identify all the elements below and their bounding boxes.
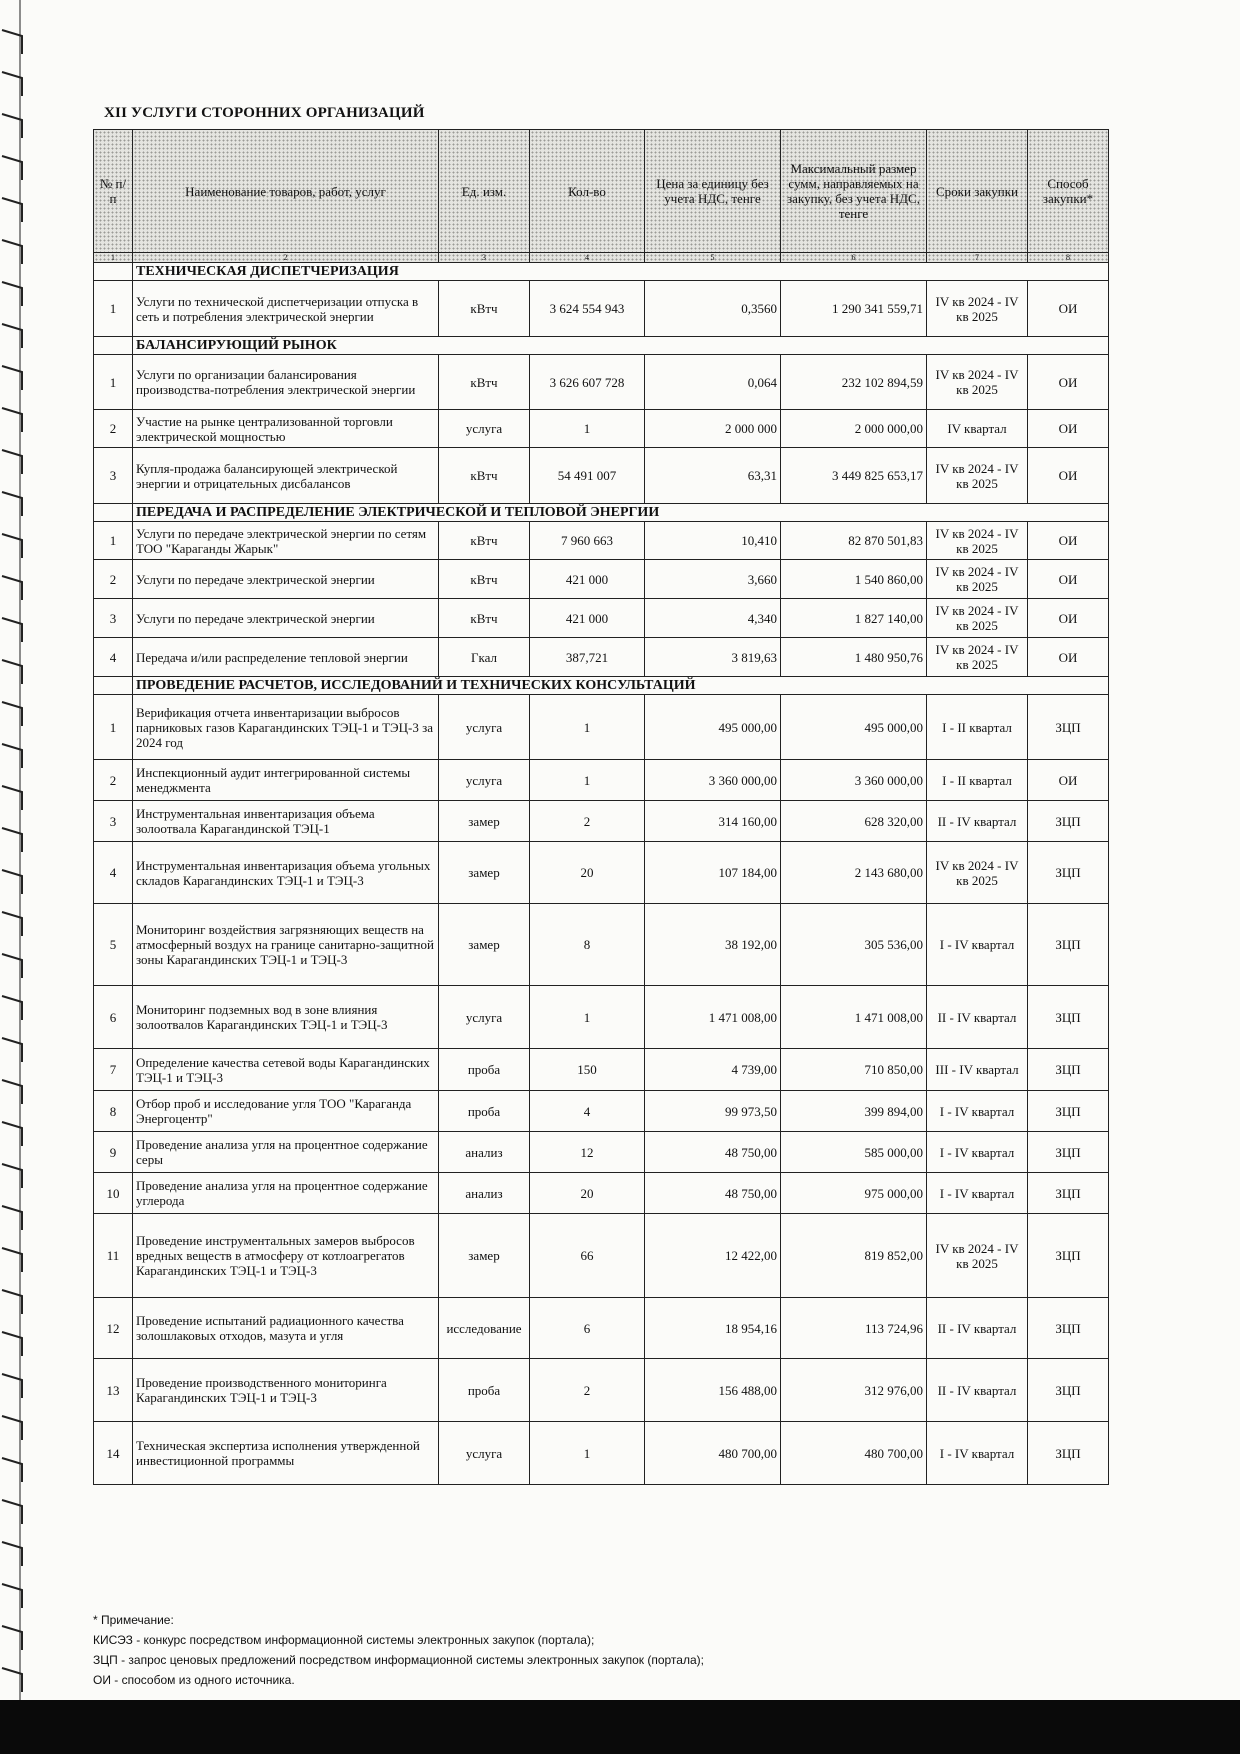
table-row <box>94 801 1109 842</box>
item-quantity: 1 <box>530 760 645 801</box>
column-number: 6 <box>781 253 927 263</box>
item-term: IV кв 2024 - IV кв 2025 <box>927 281 1028 337</box>
row-number: 2 <box>94 560 133 599</box>
binding-loop <box>2 912 22 936</box>
item-max-amount: 1 540 860,00 <box>781 560 927 599</box>
item-term: II - IV квартал <box>927 986 1028 1049</box>
binding-loop <box>2 198 22 222</box>
binding-loop <box>2 1374 22 1398</box>
item-unit-price: 4 739,00 <box>645 1049 781 1091</box>
item-quantity: 12 <box>530 1132 645 1173</box>
row-number: 14 <box>94 1422 133 1485</box>
table-row <box>94 522 1109 560</box>
column-number: 7 <box>927 253 1028 263</box>
item-unit-price: 314 160,00 <box>645 801 781 842</box>
item-quantity: 54 491 007 <box>530 448 645 504</box>
item-unit: услуга <box>439 760 530 801</box>
item-unit: анализ <box>439 1132 530 1173</box>
footnotes <box>93 1610 704 1690</box>
item-quantity: 20 <box>530 842 645 904</box>
item-unit: кВтч <box>439 448 530 504</box>
item-quantity: 6 <box>530 1298 645 1359</box>
item-method: ОИ <box>1028 760 1109 801</box>
procurement-table <box>93 129 1109 1485</box>
item-unit: замер <box>439 904 530 986</box>
item-unit-price: 99 973,50 <box>645 1091 781 1132</box>
item-name: Отбор проб и исследование угля ТОО "Караганда Энергоцентр" <box>133 1091 439 1132</box>
item-unit: услуга <box>439 695 530 760</box>
binding-loop <box>2 1626 22 1650</box>
item-unit-price: 107 184,00 <box>645 842 781 904</box>
item-method: ОИ <box>1028 522 1109 560</box>
item-max-amount: 3 449 825 653,17 <box>781 448 927 504</box>
row-number: 4 <box>94 842 133 904</box>
footnote-oi: ОИ - способом из одного источника. <box>93 1673 295 1687</box>
item-method: ОИ <box>1028 448 1109 504</box>
binding-loop <box>2 576 22 600</box>
binding-loop <box>2 618 22 642</box>
item-method: ЗЦП <box>1028 842 1109 904</box>
item-quantity: 3 626 607 728 <box>530 355 645 410</box>
item-term: IV кв 2024 - IV кв 2025 <box>927 599 1028 638</box>
item-name: Проведение испытаний радиационного качества золошлаковых отходов, мазута и угля <box>133 1298 439 1359</box>
item-term: II - IV квартал <box>927 1359 1028 1422</box>
item-name: Мониторинг подземных вод в зоне влияния золоотвалов Карагандинских ТЭЦ-1 и ТЭЦ-3 <box>133 986 439 1049</box>
item-name: Инструментальная инвентаризация объема золоотвала Карагандинской ТЭЦ-1 <box>133 801 439 842</box>
binding-loop <box>2 996 22 1020</box>
binding-loop <box>2 492 22 516</box>
row-number: 2 <box>94 760 133 801</box>
item-max-amount: 710 850,00 <box>781 1049 927 1091</box>
item-term: I - IV квартал <box>927 1091 1028 1132</box>
item-max-amount: 495 000,00 <box>781 695 927 760</box>
section-number-cell <box>94 504 133 522</box>
item-quantity: 8 <box>530 904 645 986</box>
header-term: Сроки закупки <box>927 130 1028 253</box>
item-max-amount: 585 000,00 <box>781 1132 927 1173</box>
binding-loop <box>2 282 22 306</box>
item-method: ОИ <box>1028 599 1109 638</box>
item-unit-price: 0,064 <box>645 355 781 410</box>
item-unit: проба <box>439 1359 530 1422</box>
item-quantity: 20 <box>530 1173 645 1214</box>
item-max-amount: 1 471 008,00 <box>781 986 927 1049</box>
item-method: ЗЦП <box>1028 904 1109 986</box>
item-unit-price: 495 000,00 <box>645 695 781 760</box>
item-name: Услуги по передаче электрической энергии <box>133 560 439 599</box>
binding-loop <box>2 954 22 978</box>
column-number: 8 <box>1028 253 1109 263</box>
item-max-amount: 975 000,00 <box>781 1173 927 1214</box>
section-number-cell <box>94 337 133 355</box>
item-max-amount: 1 290 341 559,71 <box>781 281 927 337</box>
item-term: IV кв 2024 - IV кв 2025 <box>927 1214 1028 1298</box>
section-number-cell <box>94 263 133 281</box>
item-term: II - IV квартал <box>927 801 1028 842</box>
row-number: 4 <box>94 638 133 677</box>
binding-loop <box>2 1122 22 1146</box>
binding-loop <box>2 1248 22 1272</box>
row-number: 8 <box>94 1091 133 1132</box>
item-unit: Гкал <box>439 638 530 677</box>
item-name: Инструментальная инвентаризация объема угольных складов Карагандинских ТЭЦ-1 и ТЭЦ-3 <box>133 842 439 904</box>
item-unit-price: 1 471 008,00 <box>645 986 781 1049</box>
item-unit-price: 38 192,00 <box>645 904 781 986</box>
item-term: IV кв 2024 - IV кв 2025 <box>927 638 1028 677</box>
binding-loop <box>2 828 22 852</box>
section-row <box>94 263 1109 281</box>
item-quantity: 387,721 <box>530 638 645 677</box>
item-quantity: 1 <box>530 986 645 1049</box>
binding-loop <box>2 870 22 894</box>
spiral-binding <box>0 0 34 1754</box>
table-row <box>94 638 1109 677</box>
item-max-amount: 628 320,00 <box>781 801 927 842</box>
row-number: 9 <box>94 1132 133 1173</box>
item-name: Проведение анализа угля на процентное содержание углерода <box>133 1173 439 1214</box>
table-row <box>94 986 1109 1049</box>
header-number: № п/п <box>94 130 133 253</box>
item-max-amount: 399 894,00 <box>781 1091 927 1132</box>
footnote-kisez: КИСЭЗ - конкурс посредством информационной системы электронных закупок (портала); <box>93 1633 595 1647</box>
binding-loop <box>2 240 22 264</box>
item-method: ЗЦП <box>1028 801 1109 842</box>
row-number: 1 <box>94 281 133 337</box>
table-row <box>94 281 1109 337</box>
binding-loop <box>2 1668 22 1692</box>
item-unit: проба <box>439 1091 530 1132</box>
section-title: ПЕРЕДАЧА И РАСПРЕДЕЛЕНИЕ ЭЛЕКТРИЧЕСКОЙ И ТЕПЛОВОЙ ЭНЕРГИИ <box>133 504 1109 522</box>
binding-loop <box>2 1164 22 1188</box>
row-number: 2 <box>94 410 133 448</box>
item-unit: кВтч <box>439 522 530 560</box>
item-unit: проба <box>439 1049 530 1091</box>
scan-edge-bar <box>0 1700 1240 1754</box>
row-number: 3 <box>94 801 133 842</box>
section-row <box>94 677 1109 695</box>
column-number: 1 <box>94 253 133 263</box>
table-row <box>94 695 1109 760</box>
item-max-amount: 480 700,00 <box>781 1422 927 1485</box>
row-number: 11 <box>94 1214 133 1298</box>
item-max-amount: 232 102 894,59 <box>781 355 927 410</box>
item-quantity: 150 <box>530 1049 645 1091</box>
header-quantity: Кол-во <box>530 130 645 253</box>
column-number: 4 <box>530 253 645 263</box>
table-row <box>94 1049 1109 1091</box>
item-unit: замер <box>439 842 530 904</box>
table-row <box>94 355 1109 410</box>
header-name: Наименование товаров, работ, услуг <box>133 130 439 253</box>
item-name: Проведение инструментальных замеров выбросов вредных веществ в атмосферу от котлоагрегатов Карагандинских ТЭЦ-1 и ТЭЦ-3 <box>133 1214 439 1298</box>
table-row <box>94 410 1109 448</box>
item-method: ЗЦП <box>1028 1214 1109 1298</box>
binding-loop <box>2 1080 22 1104</box>
item-unit: замер <box>439 801 530 842</box>
column-number: 5 <box>645 253 781 263</box>
item-max-amount: 819 852,00 <box>781 1214 927 1298</box>
item-method: ЗЦП <box>1028 1173 1109 1214</box>
item-term: IV кв 2024 - IV кв 2025 <box>927 448 1028 504</box>
item-method: ЗЦП <box>1028 1298 1109 1359</box>
item-unit-price: 48 750,00 <box>645 1132 781 1173</box>
item-name: Передача и/или распределение тепловой энергии <box>133 638 439 677</box>
item-name: Услуги по технической диспетчеризации отпуска в сеть и потребления электрической энергии <box>133 281 439 337</box>
item-max-amount: 2 143 680,00 <box>781 842 927 904</box>
item-quantity: 421 000 <box>530 599 645 638</box>
item-method: ЗЦП <box>1028 1359 1109 1422</box>
header-max-amount: Максимальный размер сумм, направляемых на закупку, без учета НДС, тенге <box>781 130 927 253</box>
item-unit: кВтч <box>439 560 530 599</box>
item-term: I - IV квартал <box>927 1132 1028 1173</box>
row-number: 10 <box>94 1173 133 1214</box>
item-quantity: 1 <box>530 1422 645 1485</box>
column-number: 2 <box>133 253 439 263</box>
item-method: ЗЦП <box>1028 986 1109 1049</box>
item-term: IV квартал <box>927 410 1028 448</box>
row-number: 13 <box>94 1359 133 1422</box>
binding-loop <box>2 72 22 96</box>
binding-loop <box>2 702 22 726</box>
item-unit-price: 18 954,16 <box>645 1298 781 1359</box>
binding-loop <box>2 1416 22 1440</box>
item-unit-price: 3 360 000,00 <box>645 760 781 801</box>
item-max-amount: 312 976,00 <box>781 1359 927 1422</box>
header-unit-price: Цена за единицу без учета НДС, тенге <box>645 130 781 253</box>
column-number: 3 <box>439 253 530 263</box>
item-unit-price: 12 422,00 <box>645 1214 781 1298</box>
binding-loop <box>2 1500 22 1524</box>
row-number: 1 <box>94 355 133 410</box>
table-row <box>94 1091 1109 1132</box>
binding-loop <box>2 30 22 54</box>
item-name: Определение качества сетевой воды Карагандинских ТЭЦ-1 и ТЭЦ-3 <box>133 1049 439 1091</box>
item-unit: кВтч <box>439 355 530 410</box>
item-max-amount: 3 360 000,00 <box>781 760 927 801</box>
item-term: IV кв 2024 - IV кв 2025 <box>927 842 1028 904</box>
row-number: 6 <box>94 986 133 1049</box>
item-method: ОИ <box>1028 281 1109 337</box>
table-row <box>94 1132 1109 1173</box>
section-title: ПРОВЕДЕНИЕ РАСЧЕТОВ, ИССЛЕДОВАНИЙ И ТЕХНИЧЕСКИХ КОНСУЛЬТАЦИЙ <box>133 677 1109 695</box>
item-term: III - IV квартал <box>927 1049 1028 1091</box>
item-unit-price: 2 000 000 <box>645 410 781 448</box>
binding-loop <box>2 1542 22 1566</box>
item-method: ЗЦП <box>1028 1132 1109 1173</box>
item-name: Участие на рынке централизованной торговли электрической мощностью <box>133 410 439 448</box>
binding-loop <box>2 366 22 390</box>
header-unit: Ед. изм. <box>439 130 530 253</box>
binding-loop <box>2 1038 22 1062</box>
item-unit: услуга <box>439 410 530 448</box>
item-name: Услуги по передаче электрической энергии по сетям ТОО "Караганды Жарык" <box>133 522 439 560</box>
page-title: XII УСЛУГИ СТОРОННИХ ОРГАНИЗАЦИЙ <box>104 105 425 121</box>
header-row <box>94 130 1109 253</box>
table-row <box>94 760 1109 801</box>
item-method: ОИ <box>1028 410 1109 448</box>
item-unit: замер <box>439 1214 530 1298</box>
binding-loop <box>2 534 22 558</box>
item-term: IV кв 2024 - IV кв 2025 <box>927 560 1028 599</box>
item-unit-price: 63,31 <box>645 448 781 504</box>
item-unit: услуга <box>439 986 530 1049</box>
item-unit-price: 10,410 <box>645 522 781 560</box>
item-name: Техническая экспертиза исполнения утвержденной инвестиционной программы <box>133 1422 439 1485</box>
binding-loop <box>2 744 22 768</box>
item-method: ЗЦП <box>1028 1422 1109 1485</box>
item-name: Инспекционный аудит интегрированной системы менеджмента <box>133 760 439 801</box>
item-term: IV кв 2024 - IV кв 2025 <box>927 355 1028 410</box>
item-quantity: 1 <box>530 410 645 448</box>
item-unit: анализ <box>439 1173 530 1214</box>
item-term: II - IV квартал <box>927 1298 1028 1359</box>
item-quantity: 2 <box>530 801 645 842</box>
section-title: БАЛАНСИРУЮЩИЙ РЫНОК <box>133 337 1109 355</box>
row-number: 1 <box>94 695 133 760</box>
binding-loop <box>2 156 22 180</box>
item-quantity: 3 624 554 943 <box>530 281 645 337</box>
column-number-row <box>94 253 1109 263</box>
item-method: ОИ <box>1028 638 1109 677</box>
item-term: I - II квартал <box>927 695 1028 760</box>
item-name: Верификация отчета инвентаризации выбросов парниковых газов Карагандинских ТЭЦ-1 и ТЭЦ-3 за 2024 год <box>133 695 439 760</box>
item-term: I - II квартал <box>927 760 1028 801</box>
binding-loop <box>2 1458 22 1482</box>
item-method: ЗЦП <box>1028 695 1109 760</box>
table-row <box>94 1422 1109 1485</box>
binding-loop <box>2 324 22 348</box>
item-unit: услуга <box>439 1422 530 1485</box>
item-unit-price: 48 750,00 <box>645 1173 781 1214</box>
item-unit-price: 156 488,00 <box>645 1359 781 1422</box>
item-max-amount: 113 724,96 <box>781 1298 927 1359</box>
section-title: ТЕХНИЧЕСКАЯ ДИСПЕТЧЕРИЗАЦИЯ <box>133 263 1109 281</box>
binding-loop <box>2 660 22 684</box>
binding-loop <box>2 786 22 810</box>
header-method: Способ закупки* <box>1028 130 1109 253</box>
footnote-zcp: ЗЦП - запрос ценовых предложений посредством информационной системы электронных закупок (портала); <box>93 1653 704 1667</box>
table-row <box>94 599 1109 638</box>
row-number: 3 <box>94 599 133 638</box>
table-row <box>94 560 1109 599</box>
item-max-amount: 2 000 000,00 <box>781 410 927 448</box>
table-row <box>94 1173 1109 1214</box>
binding-loop <box>2 450 22 474</box>
item-max-amount: 1 480 950,76 <box>781 638 927 677</box>
binding-loop <box>2 1584 22 1608</box>
item-name: Купля-продажа балансирующей электрической энергии и отрицательных дисбалансов <box>133 448 439 504</box>
row-number: 12 <box>94 1298 133 1359</box>
binding-loop <box>2 1206 22 1230</box>
item-quantity: 7 960 663 <box>530 522 645 560</box>
item-method: ЗЦП <box>1028 1091 1109 1132</box>
item-term: I - IV квартал <box>927 1173 1028 1214</box>
item-quantity: 66 <box>530 1214 645 1298</box>
item-max-amount: 82 870 501,83 <box>781 522 927 560</box>
row-number: 3 <box>94 448 133 504</box>
item-name: Мониторинг воздействия загрязняющих веществ на атмосферный воздух на границе санитарно-защитной зоны Карагандинских ТЭЦ-1 и ТЭЦ-3 <box>133 904 439 986</box>
item-name: Проведение производственного мониторинга Карагандинских ТЭЦ-1 и ТЭЦ-3 <box>133 1359 439 1422</box>
item-unit-price: 480 700,00 <box>645 1422 781 1485</box>
table-row <box>94 1214 1109 1298</box>
table-row <box>94 1359 1109 1422</box>
item-unit: кВтч <box>439 281 530 337</box>
table-row <box>94 842 1109 904</box>
binding-loop <box>2 1332 22 1356</box>
item-max-amount: 1 827 140,00 <box>781 599 927 638</box>
item-quantity: 421 000 <box>530 560 645 599</box>
item-term: I - IV квартал <box>927 904 1028 986</box>
item-method: ОИ <box>1028 355 1109 410</box>
item-name: Услуги по передаче электрической энергии <box>133 599 439 638</box>
item-term: I - IV квартал <box>927 1422 1028 1485</box>
item-name: Услуги по организации балансирования производства-потребления электрической энергии <box>133 355 439 410</box>
item-term: IV кв 2024 - IV кв 2025 <box>927 522 1028 560</box>
row-number: 1 <box>94 522 133 560</box>
item-unit-price: 4,340 <box>645 599 781 638</box>
row-number: 7 <box>94 1049 133 1091</box>
item-unit: кВтч <box>439 599 530 638</box>
section-row <box>94 504 1109 522</box>
binding-loop <box>2 408 22 432</box>
item-method: ОИ <box>1028 560 1109 599</box>
item-unit-price: 0,3560 <box>645 281 781 337</box>
item-quantity: 1 <box>530 695 645 760</box>
item-unit-price: 3 819,63 <box>645 638 781 677</box>
item-method: ЗЦП <box>1028 1049 1109 1091</box>
item-max-amount: 305 536,00 <box>781 904 927 986</box>
section-row <box>94 337 1109 355</box>
item-name: Проведение анализа угля на процентное содержание серы <box>133 1132 439 1173</box>
section-number-cell <box>94 677 133 695</box>
footnote-title: * Примечание: <box>93 1613 174 1627</box>
table-row <box>94 448 1109 504</box>
binding-loop <box>2 114 22 138</box>
binding-loop <box>2 1290 22 1314</box>
table-row <box>94 904 1109 986</box>
item-quantity: 4 <box>530 1091 645 1132</box>
item-quantity: 2 <box>530 1359 645 1422</box>
item-unit-price: 3,660 <box>645 560 781 599</box>
item-unit: исследование <box>439 1298 530 1359</box>
row-number: 5 <box>94 904 133 986</box>
table-row <box>94 1298 1109 1359</box>
